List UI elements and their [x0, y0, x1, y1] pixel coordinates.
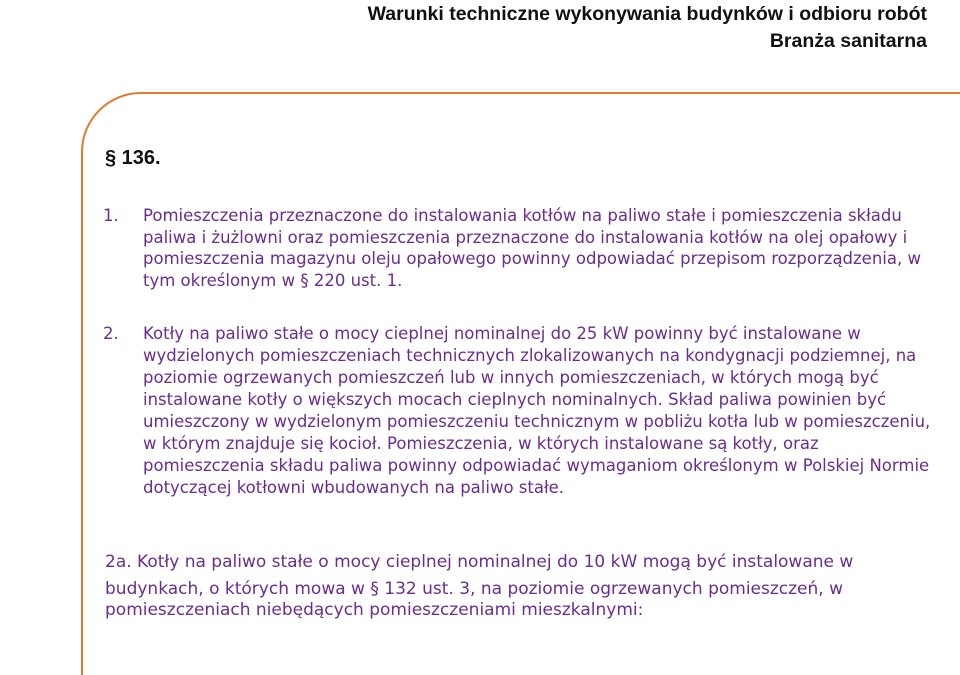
paragraph-2-text: Kotły na paliwo stałe o mocy cieplnej nominalnej do 25 kW powinny być instalowane w wydzielonych pomieszczeniach technicznych zlokalizowanych na kondygnacji podziemnej, na poziomie ogrzewanych pomieszczeń lub w innych pomieszczeniach, w których mogą być instalowane kotły o większych mocach cieplnych nominalnych. Skład paliwa powinien być umieszczony w wydzielonym pomieszczeniu technicznym w pobliżu kotła lub w pomieszczeniu, w którym znajduje się kocioł. Pomieszczenia, w których instalowane są kotły, oraz pomieszczenia składu paliwa powinny odpowiadać wymaganiom określonym w Polskiej Normie dotyczącej kotłowni wbudowanych na paliwo stałe.	[143, 324, 931, 497]
document-subtitle: Branża sanitarna	[769, 30, 927, 52]
paragraph-2a-line-1: 2a. Kotły na paliwo stałe o mocy cieplnej nominalnej do 10 kW mogą być instalowane w	[105, 552, 854, 572]
paragraph-2	[103, 323, 943, 499]
paragraph-1-text: Pomieszczenia przeznaczone do instalowania kotłów na paliwo stałe i pomieszczenia składu paliwa i żużlowni oraz pomieszczenia przeznaczone do instalowania kotłów na olej opałowy i pomieszczenia magazynu oleju opałowego powinny odpowiadać przepisom rozporządzenia, w tym określonym w § 220 ust. 1.	[143, 206, 921, 290]
document-header	[368, 1, 927, 55]
paragraph-1	[103, 205, 958, 291]
paragraph-2-number: 2.	[103, 324, 119, 343]
section-number: § 136.	[105, 147, 161, 169]
document-title: Warunki techniczne wykonywania budynków i odbioru robót	[367, 3, 927, 25]
paragraph-2a-line-2: budynkach, o których mowa w § 132 ust. 3, na poziomie ogrzewanych pomieszczeń, w pomieszczeniach niebędących pomieszczeniami mieszkalnymi:	[105, 578, 844, 620]
paragraph-2a	[105, 552, 925, 622]
paragraph-1-number: 1.	[103, 206, 119, 225]
